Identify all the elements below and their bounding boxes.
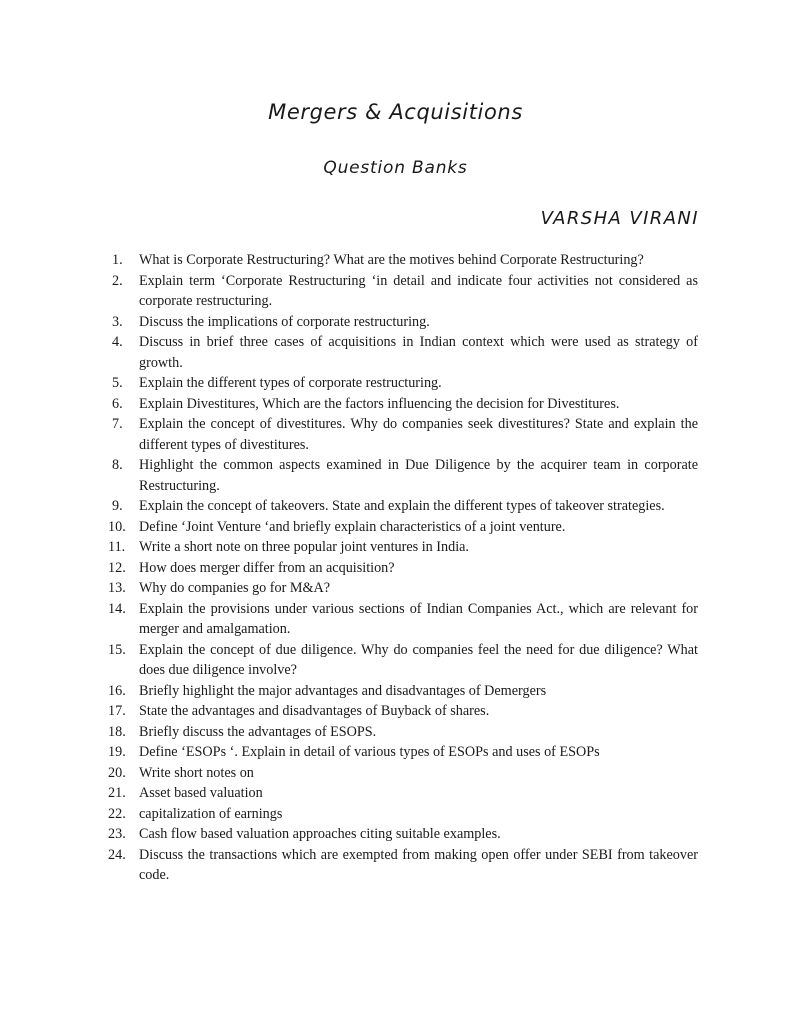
question-number: 11. — [108, 539, 126, 555]
question-item — [112, 332, 698, 373]
question-item — [112, 394, 698, 415]
question-number: 22. — [108, 805, 126, 822]
question-item — [112, 312, 698, 333]
question-item — [108, 517, 698, 538]
question-text: State the advantages and disadvantages of Buyback of shares. — [139, 703, 490, 719]
question-text: Define ‘ESOPs ‘. Explain in detail of various types of ESOPs and uses of ESOPs — [139, 744, 600, 760]
question-number: 14. — [108, 600, 126, 617]
question-number: 8. — [112, 457, 123, 473]
question-number: 18. — [108, 723, 126, 740]
question-item — [112, 414, 698, 455]
question-text: Write a short note on three popular joint ventures in India. — [139, 539, 469, 555]
question-list — [108, 250, 698, 886]
question-item — [108, 681, 698, 702]
question-item — [112, 250, 698, 271]
question-item — [112, 455, 698, 496]
question-text: Explain term ‘Corporate Restructuring ‘in detail and indicate four activities not considered as corporate restructuring. — [139, 272, 698, 309]
question-item — [108, 763, 698, 784]
question-number: 24. — [108, 846, 126, 863]
question-text: What is Corporate Restructuring? What are the motives behind Corporate Restructuring? — [139, 252, 644, 268]
question-number: 16. — [108, 682, 126, 699]
question-number: 2. — [112, 272, 123, 289]
document-title: Mergers & Acquisitions — [268, 100, 523, 124]
question-text: Why do companies go for M&A? — [139, 580, 331, 596]
author-name: VARSHA VIRANI — [540, 208, 699, 229]
question-text: Asset based valuation — [139, 785, 263, 801]
question-number: 5. — [112, 375, 123, 391]
question-number: 17. — [108, 703, 126, 719]
question-item — [112, 496, 698, 517]
question-number: 12. — [108, 559, 126, 576]
question-number: 4. — [112, 334, 123, 350]
question-text: How does merger differ from an acquisition? — [139, 559, 395, 576]
question-text: Briefly discuss the advantages of ESOPS. — [139, 723, 377, 740]
question-item — [108, 824, 698, 845]
question-number: 20. — [108, 764, 126, 781]
question-number: 21. — [108, 785, 126, 801]
question-number: 23. — [108, 826, 126, 842]
question-text: Explain Divestitures, Which are the factors influencing the decision for Divestitures. — [139, 395, 620, 412]
question-text: Explain the concept of takeovers. State and explain the different types of takeover strategies. — [139, 498, 665, 514]
question-text: Discuss in brief three cases of acquisitions in Indian context which were used as strategy of growth. — [139, 334, 698, 371]
question-item — [112, 373, 698, 394]
question-text: Cash flow based valuation approaches citing suitable examples. — [139, 826, 501, 842]
question-item — [108, 558, 698, 579]
question-text: Explain the concept of due diligence. Why do companies feel the need for due diligence? What does due diligence involve? — [139, 641, 698, 678]
question-number: 3. — [112, 313, 123, 330]
question-item — [108, 783, 698, 804]
question-text: Discuss the implications of corporate restructuring. — [139, 313, 430, 330]
question-text: Briefly highlight the major advantages and disadvantages of Demergers — [139, 682, 547, 699]
question-item — [108, 537, 698, 558]
question-number: 13. — [108, 580, 126, 596]
question-number: 6. — [112, 395, 123, 412]
question-item — [108, 640, 698, 681]
question-text: Explain the provisions under various sections of Indian Companies Act., which are relevant for merger and amalgamation. — [139, 600, 698, 637]
question-number: 7. — [112, 416, 123, 432]
question-text: Explain the concept of divestitures. Why do companies seek divestitures? State and explain the different types of divestitures. — [139, 416, 698, 453]
question-number: 1. — [112, 252, 123, 268]
question-number: 19. — [108, 744, 126, 760]
question-item — [108, 722, 698, 743]
question-text: Explain the different types of corporate restructuring. — [139, 375, 442, 391]
question-text: Define ‘Joint Venture ‘and briefly explain characteristics of a joint venture. — [139, 518, 566, 535]
question-number: 10. — [108, 518, 126, 535]
question-item — [108, 701, 698, 722]
question-item — [108, 599, 698, 640]
question-item — [108, 804, 698, 825]
question-item — [112, 271, 698, 312]
question-text: Write short notes on — [139, 764, 254, 781]
question-item — [108, 845, 698, 886]
question-text: Highlight the common aspects examined in Due Diligence by the acquirer team in corporate Restructuring. — [139, 457, 698, 494]
question-item — [108, 742, 698, 763]
document-subtitle: Question Banks — [323, 158, 468, 178]
question-text: capitalization of earnings — [139, 805, 283, 822]
question-item — [108, 578, 698, 599]
question-text: Discuss the transactions which are exempted from making open offer under SEBI from takeover code. — [139, 846, 698, 883]
question-number: 15. — [108, 641, 126, 658]
question-number: 9. — [112, 498, 123, 514]
